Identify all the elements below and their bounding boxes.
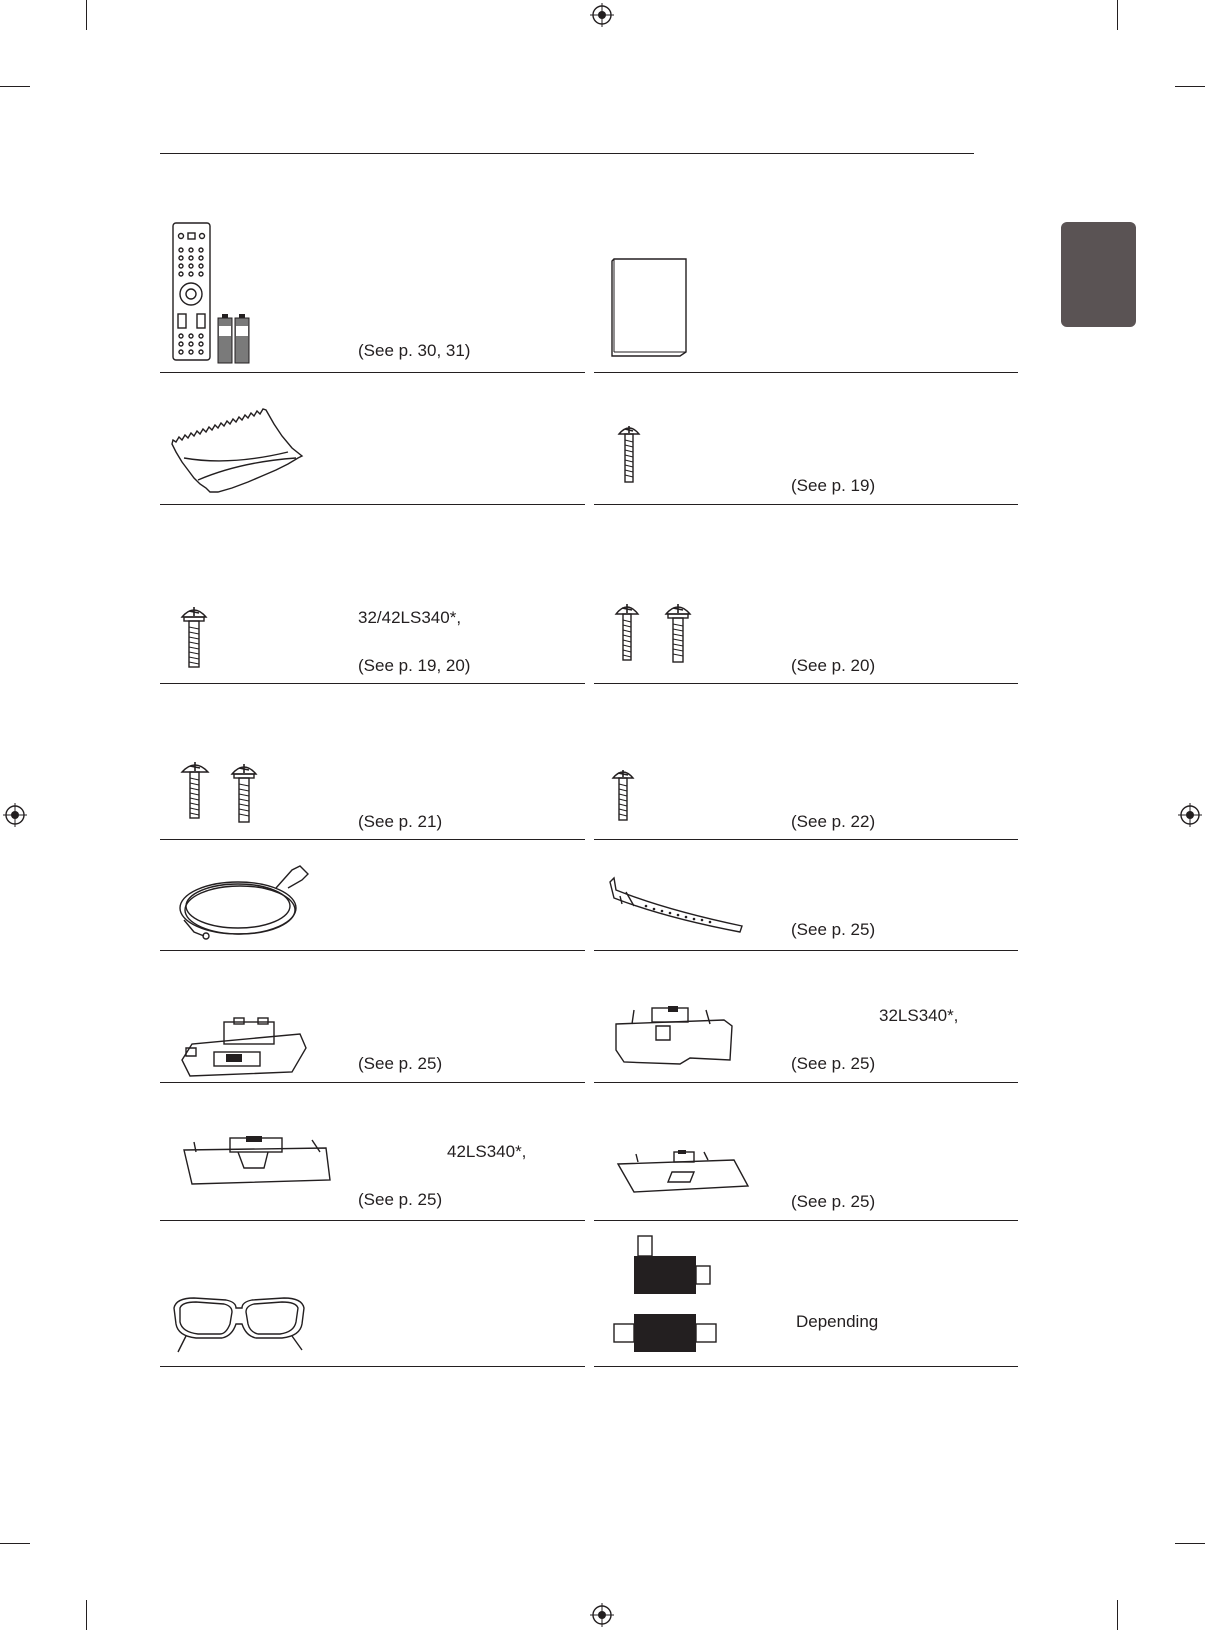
row-divider <box>594 839 1018 840</box>
screw-icon <box>230 762 258 826</box>
crop-mark <box>1117 1600 1118 1630</box>
row-divider <box>594 1366 1018 1367</box>
crop-mark <box>86 0 87 30</box>
row-divider <box>594 1082 1018 1083</box>
row-divider <box>160 504 585 505</box>
screw-icon <box>664 602 692 666</box>
side-chapter-tab <box>1061 222 1136 327</box>
row-divider <box>594 372 1018 373</box>
header-rule <box>160 153 974 154</box>
holder-page-reference: (See p. 25) <box>358 1054 443 1073</box>
adapter-note: Depending <box>796 1312 879 1331</box>
remote-control-icon <box>172 222 212 362</box>
row-divider <box>594 1220 1018 1221</box>
holder-page-reference: (See p. 25) <box>358 1190 443 1209</box>
cable-tie-icon <box>606 876 746 938</box>
screw-page-reference: (See p. 20) <box>791 656 876 675</box>
registration-mark-icon <box>1178 803 1202 827</box>
cable-holder-icon <box>180 1018 310 1078</box>
crop-mark <box>1175 86 1205 87</box>
model-list: 32/42LS340*, <box>358 608 462 627</box>
model-list: 32LS340*, <box>879 1006 959 1025</box>
row-divider <box>160 683 585 684</box>
screw-icon <box>180 605 208 671</box>
holder-page-reference: (See p. 25) <box>791 1054 876 1073</box>
crop-mark <box>86 1600 87 1630</box>
owners-manual-icon <box>610 258 690 358</box>
registration-mark-icon <box>3 803 27 827</box>
screw-page-reference: (See p. 19, 20) <box>358 656 471 675</box>
cleaning-cloth-icon <box>170 406 305 496</box>
row-divider <box>160 950 585 951</box>
model-list: 42LS340*, <box>447 1142 527 1161</box>
crop-mark <box>1117 0 1118 30</box>
battery-icon <box>217 314 251 364</box>
rf-adapter-icon <box>634 1236 712 1296</box>
row-divider <box>160 1366 585 1367</box>
row-divider <box>160 1220 585 1221</box>
crop-mark <box>0 86 30 87</box>
cable-tie-page-reference: (See p. 25) <box>791 920 876 939</box>
row-divider <box>160 1082 585 1083</box>
screw-page-reference: (See p. 22) <box>791 812 876 831</box>
screw-icon <box>614 602 640 664</box>
3d-glasses-icon <box>170 1290 308 1356</box>
crop-mark <box>1175 1543 1205 1544</box>
screw-page-reference: (See p. 21) <box>358 812 443 831</box>
screw-icon <box>611 768 635 824</box>
screw-icon <box>180 760 210 822</box>
row-divider <box>594 683 1018 684</box>
crop-mark <box>0 1543 30 1544</box>
rf-adapter-icon <box>614 1312 718 1354</box>
power-cord-icon <box>176 860 316 940</box>
cable-holder-icon <box>612 1006 736 1066</box>
row-divider <box>594 504 1018 505</box>
remote-page-reference: (See p. 30, 31) <box>358 341 471 360</box>
holder-page-reference: (See p. 25) <box>791 1192 876 1211</box>
registration-mark-icon <box>590 1603 614 1627</box>
row-divider <box>594 950 1018 951</box>
screw-page-reference: (See p. 19) <box>791 476 876 495</box>
cable-holder-icon <box>616 1150 750 1198</box>
screw-icon <box>617 424 641 486</box>
row-divider <box>160 372 585 373</box>
registration-mark-icon <box>590 3 614 27</box>
cable-holder-icon <box>180 1136 332 1188</box>
row-divider <box>160 839 585 840</box>
